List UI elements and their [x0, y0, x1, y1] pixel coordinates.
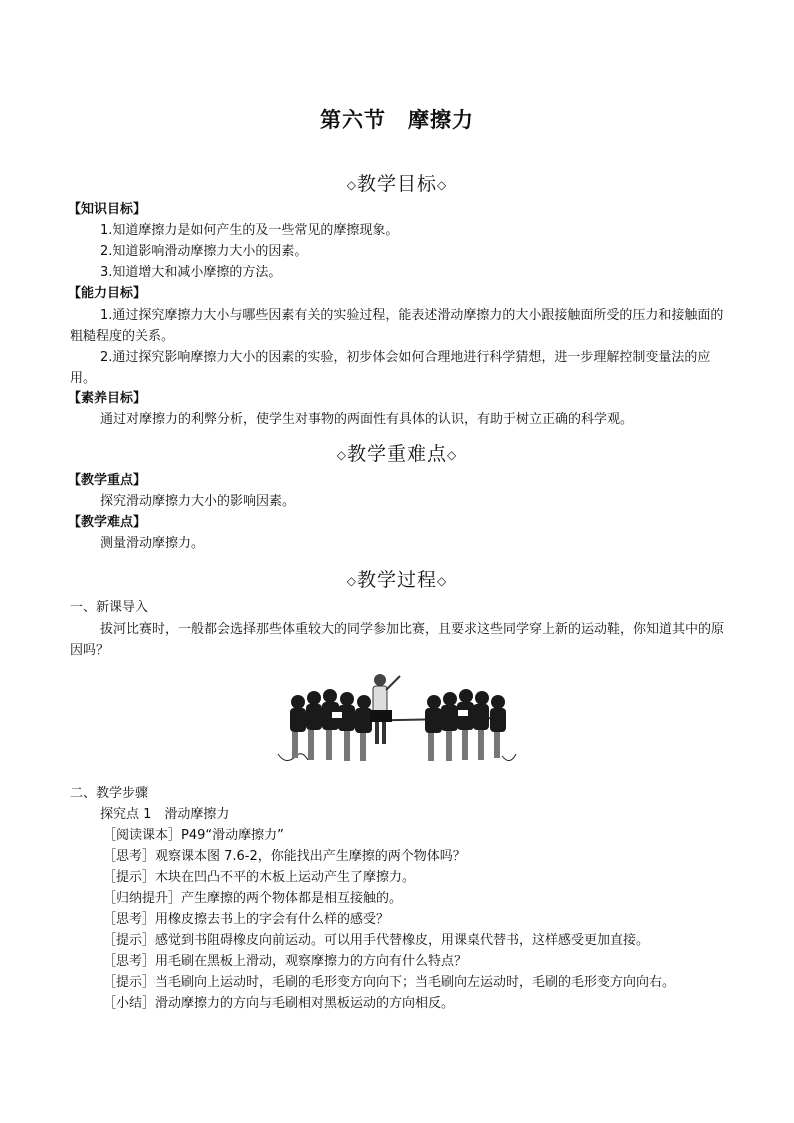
page-title: 第六节 摩擦力	[320, 107, 474, 132]
diamond-icon: ◇	[346, 178, 357, 192]
intro-text: 拔河比赛时，一般都会选择那些体重较大的同学参加比赛，且要求这些同学穿上新的运动鞋，你知道其中的原因吗？	[70, 622, 725, 658]
difficulty-item: 测量滑动摩擦力。	[100, 536, 205, 551]
step-line: ［思考］用橡皮擦去书上的字会有什么样的感受？	[103, 912, 390, 927]
step-line: ［小结］滑动摩擦力的方向与毛刷相对黑板运动的方向相反。	[103, 996, 455, 1011]
diamond-icon: ◇	[346, 574, 357, 588]
ability-goal-tag: 【能力目标】	[68, 286, 147, 301]
step-line: ［归纳提升］产生摩擦的两个物体都是相互接触的。	[103, 891, 403, 906]
knowledge-goal-item: 2.知道影响滑动摩擦力大小的因素。	[100, 244, 308, 259]
diamond-icon: ◇	[437, 178, 448, 192]
section-heading-keypoints: ◇教学重难点◇	[336, 443, 458, 465]
section-heading-process: ◇教学过程◇	[346, 569, 448, 591]
quality-goal-item: 通过对摩擦力的利弊分析，使学生对事物的两面性有具体的认识，有助于树立正确的科学观。	[100, 412, 634, 427]
step-line: ［提示］当毛刷向上运动时，毛刷的毛形变方向向下；当毛刷向左运动时，毛刷的毛形变方向向右。	[103, 975, 676, 990]
knowledge-goal-item: 3.知道增大和减小摩擦的方法。	[100, 265, 282, 280]
ability-goal-item: 1.通过探究摩擦力大小与哪些因素有关的实验过程，能表述滑动摩擦力的大小跟接触面所受的压力和接触面的粗糙程度的关系。	[70, 308, 724, 344]
intro-heading: 一、新课导入	[70, 600, 149, 615]
diamond-icon: ◇	[447, 448, 458, 462]
step-line: ［提示］木块在凹凸不平的木板上运动产生了摩擦力。	[103, 870, 416, 885]
ability-goal-item: 2.通过探究影响摩擦力大小的因素的实验，初步体会如何合理地进行科学猜想，进一步理解控制变量法的应用。	[70, 350, 711, 386]
diamond-icon: ◇	[437, 574, 448, 588]
knowledge-goal-tag: 【知识目标】	[68, 202, 147, 217]
difficulty-tag: 【教学难点】	[68, 515, 147, 530]
knowledge-goal-item: 1.知道摩擦力是如何产生的及一些常见的摩擦现象。	[100, 223, 399, 238]
focus-item: 探究滑动摩擦力大小的影响因素。	[100, 494, 296, 509]
section-heading-goals: ◇教学目标◇	[346, 173, 448, 195]
step-line: ［思考］用毛刷在黑板上滑动，观察摩擦力的方向有什么特点？	[103, 954, 468, 969]
step-line: ［提示］感觉到书阻碍橡皮向前运动。可以用手代替橡皮，用课桌代替书，这样感受更加直接。	[103, 933, 650, 948]
steps-heading: 二、教学步骤	[70, 786, 149, 801]
focus-tag: 【教学重点】	[68, 473, 147, 488]
tug-of-war-illustration	[274, 672, 520, 776]
step-line: ［阅读课本］P49“滑动摩擦力”	[103, 828, 284, 843]
inquiry-heading: 探究点 1 滑动摩擦力	[100, 807, 230, 822]
step-line: ［思考］观察课本图 7.6-2，你能找出产生摩擦的两个物体吗？	[103, 849, 466, 864]
quality-goal-tag: 【素养目标】	[68, 391, 147, 406]
diamond-icon: ◇	[336, 448, 347, 462]
